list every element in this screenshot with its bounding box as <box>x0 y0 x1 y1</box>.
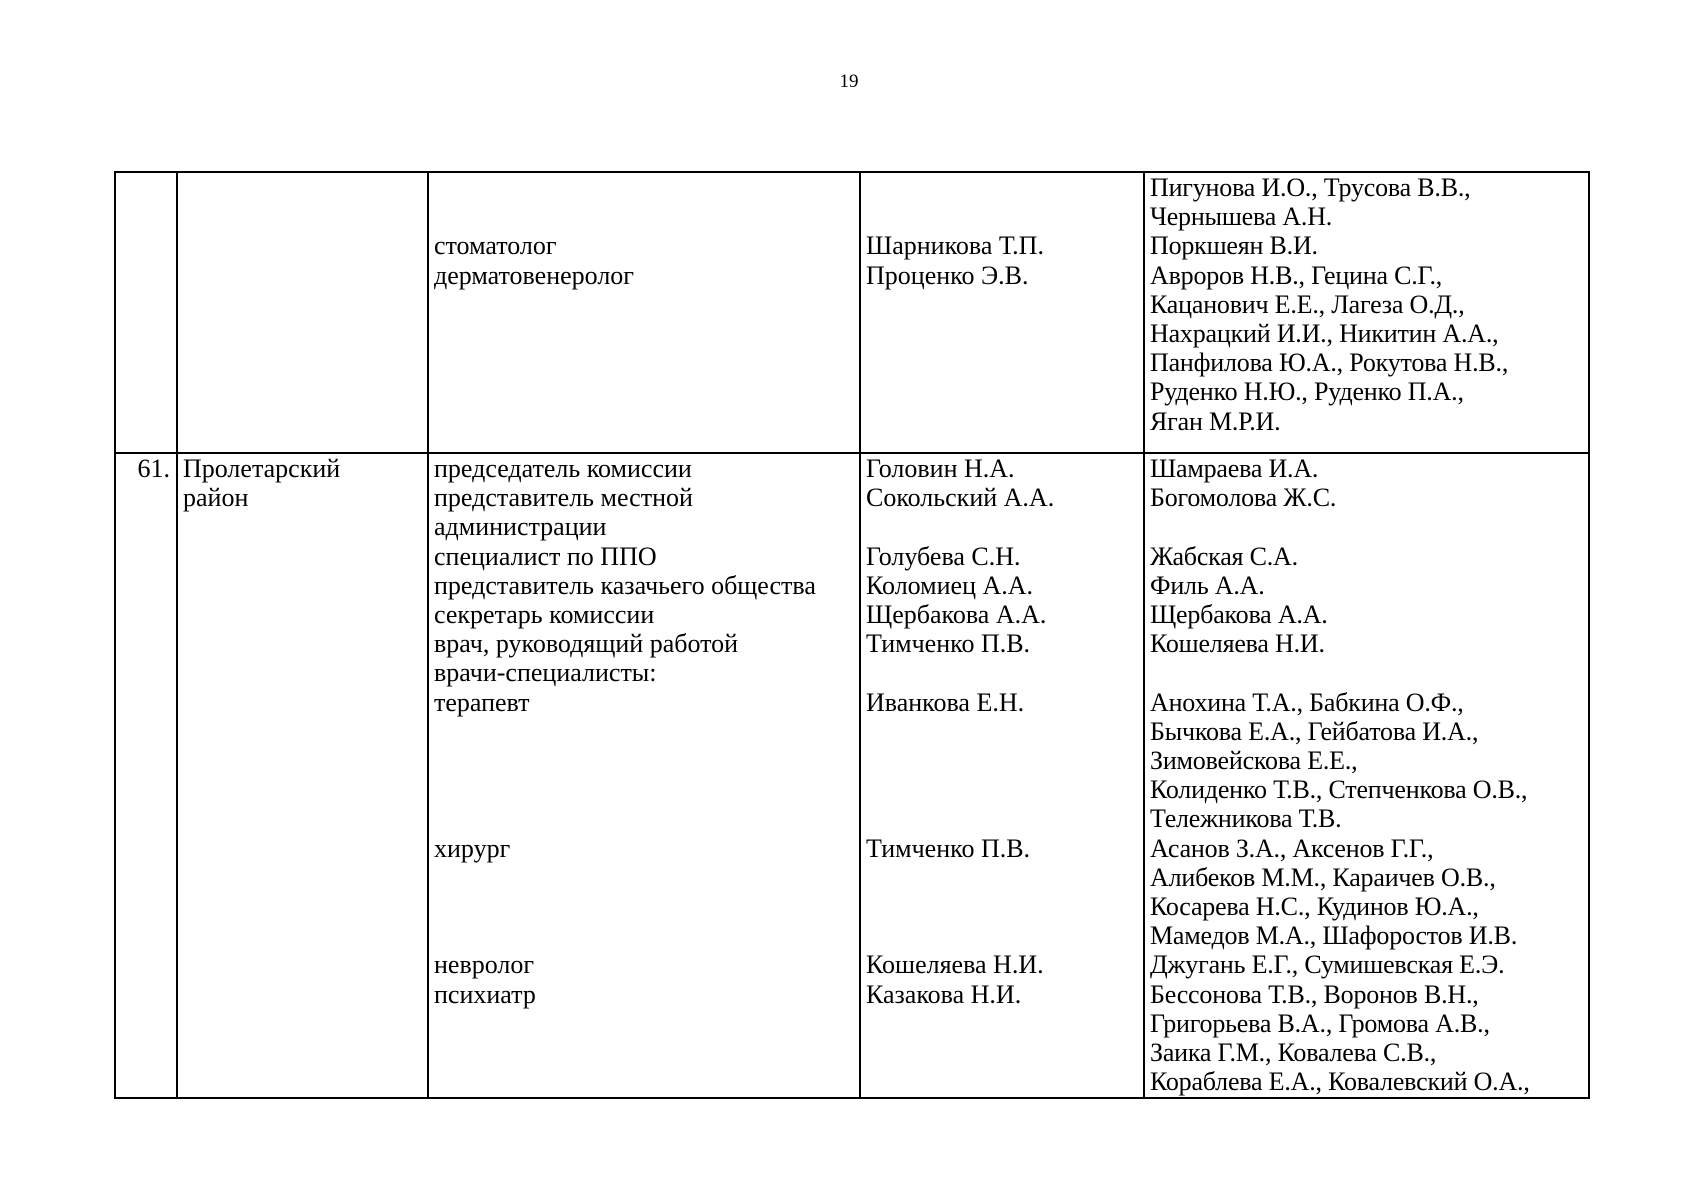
head-line <box>866 775 1143 804</box>
member-line: Джугань Е.Г., Сумишевская Е.Э. <box>1150 950 1505 980</box>
role-line: невролог <box>434 950 535 980</box>
role-line: врач, руководящий работой <box>434 629 739 659</box>
head-line: Сокольский А.А. <box>866 483 1055 513</box>
role-line: хирург <box>434 833 511 863</box>
head-cell <box>860 172 1144 453</box>
role-line: врачи-специалисты: <box>434 658 657 688</box>
member-line: Зимовейскова Е.Е., <box>1150 746 1358 775</box>
role-line <box>434 804 859 833</box>
role-cell <box>428 453 860 1098</box>
member-line: Бычкова Е.А., Гейбатова И.А., <box>1150 716 1479 746</box>
member-line: Асанов З.А., Аксенов Г.Г., <box>1150 833 1434 863</box>
role-line: секретарь комиссии <box>434 600 655 630</box>
head-line <box>866 512 1143 541</box>
head-line <box>866 863 1143 892</box>
role-line <box>434 921 859 950</box>
head-line <box>866 892 1143 921</box>
member-line: Заика Г.М., Ковалева С.В., <box>1150 1038 1437 1068</box>
member-line: Анохина Т.А., Бабкина О.Ф., <box>1150 687 1464 717</box>
district-line: Пролетарский <box>183 454 341 483</box>
row-number-cell <box>115 453 177 1098</box>
row-number: 61. <box>137 454 170 483</box>
head-line: Коломиец А.А. <box>866 570 1034 600</box>
member-line: Богомолова Ж.С. <box>1150 483 1337 513</box>
member-line: Кораблева Е.А., Ковалевский О.А., <box>1150 1067 1530 1097</box>
head-line <box>866 173 1143 202</box>
role-line <box>434 202 859 231</box>
member-line: Щербакова А.А. <box>1150 600 1328 629</box>
role-line: стоматолог <box>434 231 557 261</box>
head-line <box>866 202 1143 231</box>
head-line <box>866 658 1143 687</box>
head-line: Казакова Н.И. <box>866 979 1022 1009</box>
member-line: Филь А.А. <box>1150 570 1265 600</box>
head-line <box>866 921 1143 950</box>
row-number <box>116 173 170 202</box>
role-line <box>434 173 859 202</box>
district-line: район <box>183 483 249 513</box>
member-line: Шамраева И.А. <box>1150 454 1319 483</box>
member-line: Мамедов М.А., Шафоростов И.В. <box>1150 921 1518 951</box>
role-line: специалист по ППО <box>434 541 657 571</box>
member-line: Нахрацкий И.И., Никитин А.А., <box>1150 319 1499 349</box>
member-line: Тележникова Т.В. <box>1150 804 1342 834</box>
table-row <box>115 172 1589 453</box>
member-line: Панфилова Ю.А., Рокутова Н.В., <box>1150 348 1509 378</box>
role-line: председатель комиссии <box>434 454 692 483</box>
role-line <box>434 746 859 775</box>
member-line: Бессонова Т.В., Воронов В.Н., <box>1150 979 1479 1009</box>
head-line: Щербакова А.А. <box>866 600 1047 629</box>
page-number: 19 <box>839 71 859 92</box>
head-line <box>866 804 1143 833</box>
head-line <box>866 717 1143 746</box>
district-line <box>183 202 427 231</box>
row-number-cell <box>115 172 177 453</box>
commission-table <box>114 171 1590 1099</box>
role-line <box>434 892 859 921</box>
head-line: Шарникова Т.П. <box>866 231 1044 261</box>
district-line <box>183 173 427 202</box>
members-cell <box>1144 453 1589 1098</box>
member-line: Авроров Н.В., Гецина С.Г., <box>1150 260 1443 290</box>
member-line: Чернышева А.Н. <box>1150 202 1333 232</box>
member-line: Кошеляева Н.И. <box>1150 629 1325 659</box>
role-line: терапевт <box>434 687 530 717</box>
member-line: Григорьева В.А., Громова А.В., <box>1150 1008 1490 1038</box>
role-line: представитель казачьего общества <box>434 570 816 600</box>
head-line <box>866 746 1143 775</box>
head-line: Кошеляева Н.И. <box>866 950 1044 980</box>
role-line: дерматовенеролог <box>434 260 634 290</box>
member-line <box>1150 512 1588 541</box>
role-line <box>434 717 859 746</box>
table-row <box>115 453 1589 1098</box>
head-line: Голубева С.Н. <box>866 541 1021 571</box>
head-line: Проценко Э.В. <box>866 260 1029 290</box>
member-line <box>1150 658 1588 687</box>
role-cell <box>428 172 860 453</box>
district-cell <box>177 172 428 453</box>
head-line: Тимченко П.В. <box>866 833 1031 863</box>
district-cell <box>177 453 428 1098</box>
member-line: Пигунова И.О., Трусова В.В., <box>1150 173 1471 202</box>
role-line <box>434 775 859 804</box>
head-line: Головин Н.А. <box>866 454 1015 483</box>
member-line: Алибеков М.М., Караичев О.В., <box>1150 862 1496 892</box>
head-line: Иванкова Е.Н. <box>866 687 1025 717</box>
member-line: Жабская С.А. <box>1150 541 1298 571</box>
role-line <box>434 863 859 892</box>
member-line: Поркшеян В.И. <box>1150 231 1318 261</box>
member-line: Яган М.Р.И. <box>1150 406 1281 436</box>
member-line: Колиденко Т.В., Степченкова О.В., <box>1150 775 1528 805</box>
role-line: психиатр <box>434 979 536 1009</box>
members-cell <box>1144 172 1589 453</box>
role-line: администрации <box>434 512 607 542</box>
head-line: Тимченко П.В. <box>866 629 1031 659</box>
member-line: Кацанович Е.Е., Лагеза О.Д., <box>1150 289 1465 319</box>
member-line: Руденко Н.Ю., Руденко П.А., <box>1150 377 1464 407</box>
head-cell <box>860 453 1144 1098</box>
role-line: представитель местной <box>434 483 693 513</box>
member-line: Косарева Н.С., Кудинов Ю.А., <box>1150 892 1479 922</box>
